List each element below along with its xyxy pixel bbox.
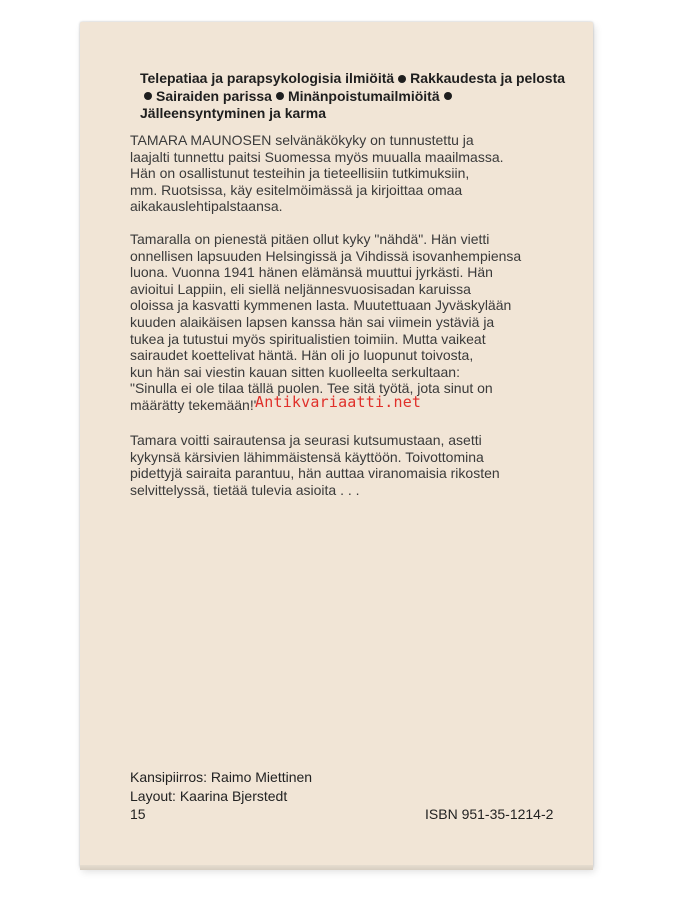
bullet-icon bbox=[444, 92, 452, 100]
bullet-icon bbox=[398, 75, 406, 83]
bullet-icon bbox=[144, 92, 152, 100]
book-back-cover bbox=[80, 22, 593, 868]
intro-paragraph: TAMARA MAUNOSEN selvänäkökyky on tunnustettu ja laajalti tunnettu paitsi Suomessa myös muualla maailmassa. Hän on osallistunut testeihin ja tieteellisiin tutkimuksiin, mm. Ruotsissa, käy esitelmöimässä ja kirjoittaa omaa aikakauslehtipalstaansa. bbox=[130, 132, 504, 215]
isbn: ISBN 951-35-1214-2 bbox=[425, 806, 554, 822]
biography-paragraph: Tamaralla on pienestä pitäen ollut kyky "nähdä". Hän vietti onnellisen lapsuuden Helsingissä ja Vihdissä isovanhempiensa luona. Vuonna 1941 hänen elämänsä muuttui jyrkästi. Hän avioitui Lappiin, eli siellä neljännesvuosisadan karuissa oloissa ja kasvatti kymmenen lasta. Muutettuaan Jyväskylään kuuden alaikäisen lapsen kanssa hän sai viimein ystäviä ja tukea ja tutustui myös spiritualistien toimiin. Mutta vaikeat sairaudet koettelivat häntä. Hän oli jo luopunut toivosta, kun hän sai viestin kauan sitten kuolleelta serkultaan: "Sinulla ei ole tilaa tällä puolen. Tee sitä työtä, jota sinut on määrätty tekemään!" bbox=[130, 231, 522, 413]
topic-out-of-body: Minänpoistumailmiöitä bbox=[287, 87, 440, 104]
closing-paragraph: Tamara voitti sairautensa ja seurasi kutsumustaan, asetti kykynsä kärsivien lähimmäistensä käyttöön. Toivottomina pidettyjä sairaita parantuu, hän auttaa viranomaisia rikosten selvittelyssä, tietää tulevia asioita . . . bbox=[130, 432, 500, 498]
topic-list bbox=[140, 70, 580, 123]
topic-reincarnation: Jälleensyntyminen ja karma bbox=[140, 105, 326, 121]
topic-love-fear: Rakkaudesta ja pelosta bbox=[410, 70, 566, 86]
watermark: Antikvariaatti.net bbox=[255, 393, 422, 411]
book-bottom-edge bbox=[80, 865, 593, 870]
topic-telepathy: Telepatiaa ja parapsykologisia ilmiöitä bbox=[140, 70, 395, 86]
topic-sick: Sairaiden parissa bbox=[156, 87, 272, 104]
bullet-icon bbox=[276, 92, 284, 100]
credits: Kansipiirros: Raimo Miettinen Layout: Kaarina Bjerstedt 15 bbox=[130, 769, 313, 822]
